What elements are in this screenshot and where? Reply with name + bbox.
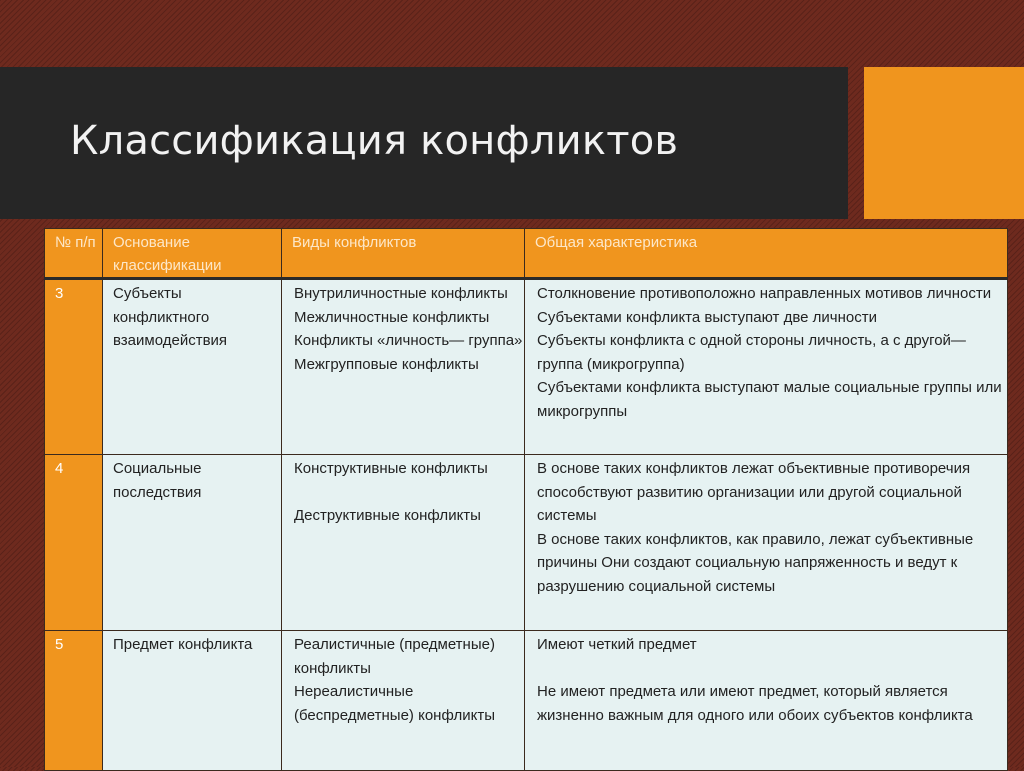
row-number: 5 xyxy=(45,631,103,771)
row-basis: Субъекты конфликтного взаимодействия xyxy=(103,279,282,455)
table-row xyxy=(45,279,1008,455)
header-number: № п/п xyxy=(45,229,103,279)
desc-item: В основе таких конфликтов, как правило, лежат субъективные причины Они создают социальную напряженность и ведут к разрушению социальной системы xyxy=(537,530,974,595)
spacer xyxy=(294,481,524,505)
table-row xyxy=(45,455,1008,631)
type-item: Реалистичные (предметные) конфликты xyxy=(294,636,495,677)
desc-item: Субъектами конфликта выступают две личности xyxy=(537,308,877,326)
type-item: Конфликты «личность— группа» xyxy=(294,332,523,350)
classification-table xyxy=(44,228,1008,771)
type-item: Деструктивные конфликты xyxy=(294,507,481,525)
slide-title: Классификация конфликтов xyxy=(70,118,679,164)
row-types xyxy=(282,631,525,771)
desc-item: Столкновение противоположно направленных мотивов личности xyxy=(537,285,992,302)
row-number: 4 xyxy=(45,455,103,631)
table-row xyxy=(45,631,1008,771)
row-types xyxy=(282,455,525,631)
desc-item: Субъекты конфликта с одной стороны личность, а с другой— группа (микрогруппа) xyxy=(537,332,966,373)
row-description xyxy=(525,279,1008,455)
row-description xyxy=(525,455,1008,631)
header-description: Общая характеристика xyxy=(525,229,1008,279)
row-description xyxy=(525,631,1008,771)
row-number: 3 xyxy=(45,279,103,455)
row-basis: Социальные последствия xyxy=(103,455,282,631)
table-header-row xyxy=(45,229,1008,279)
spacer xyxy=(537,657,1007,681)
desc-item: Имеют четкий предмет xyxy=(537,636,697,653)
type-item: Межличностные конфликты xyxy=(294,308,490,326)
type-item: Внутриличностные конфликты xyxy=(294,285,508,302)
type-item: Конструктивные конфликты xyxy=(294,460,488,477)
desc-item: Субъектами конфликта выступают малые социальные группы или микрогруппы xyxy=(537,379,1002,420)
type-item: Нереалистичные (беспредметные) конфликты xyxy=(294,683,495,724)
desc-item: В основе таких конфликтов лежат объективные противоречия способствуют развитию организации или другой социальной системы xyxy=(537,460,971,525)
row-basis: Предмет конфликта xyxy=(103,631,282,771)
header-types: Виды конфликтов xyxy=(282,229,525,279)
accent-box xyxy=(864,67,1024,219)
header-basis: Основание классификации xyxy=(103,229,282,279)
type-item: Межгрупповые конфликты xyxy=(294,355,479,373)
desc-item: Не имеют предмета или имеют предмет, который является жизненно важным для одного или обоих субъектов конфликта xyxy=(537,683,973,724)
row-types xyxy=(282,279,525,455)
